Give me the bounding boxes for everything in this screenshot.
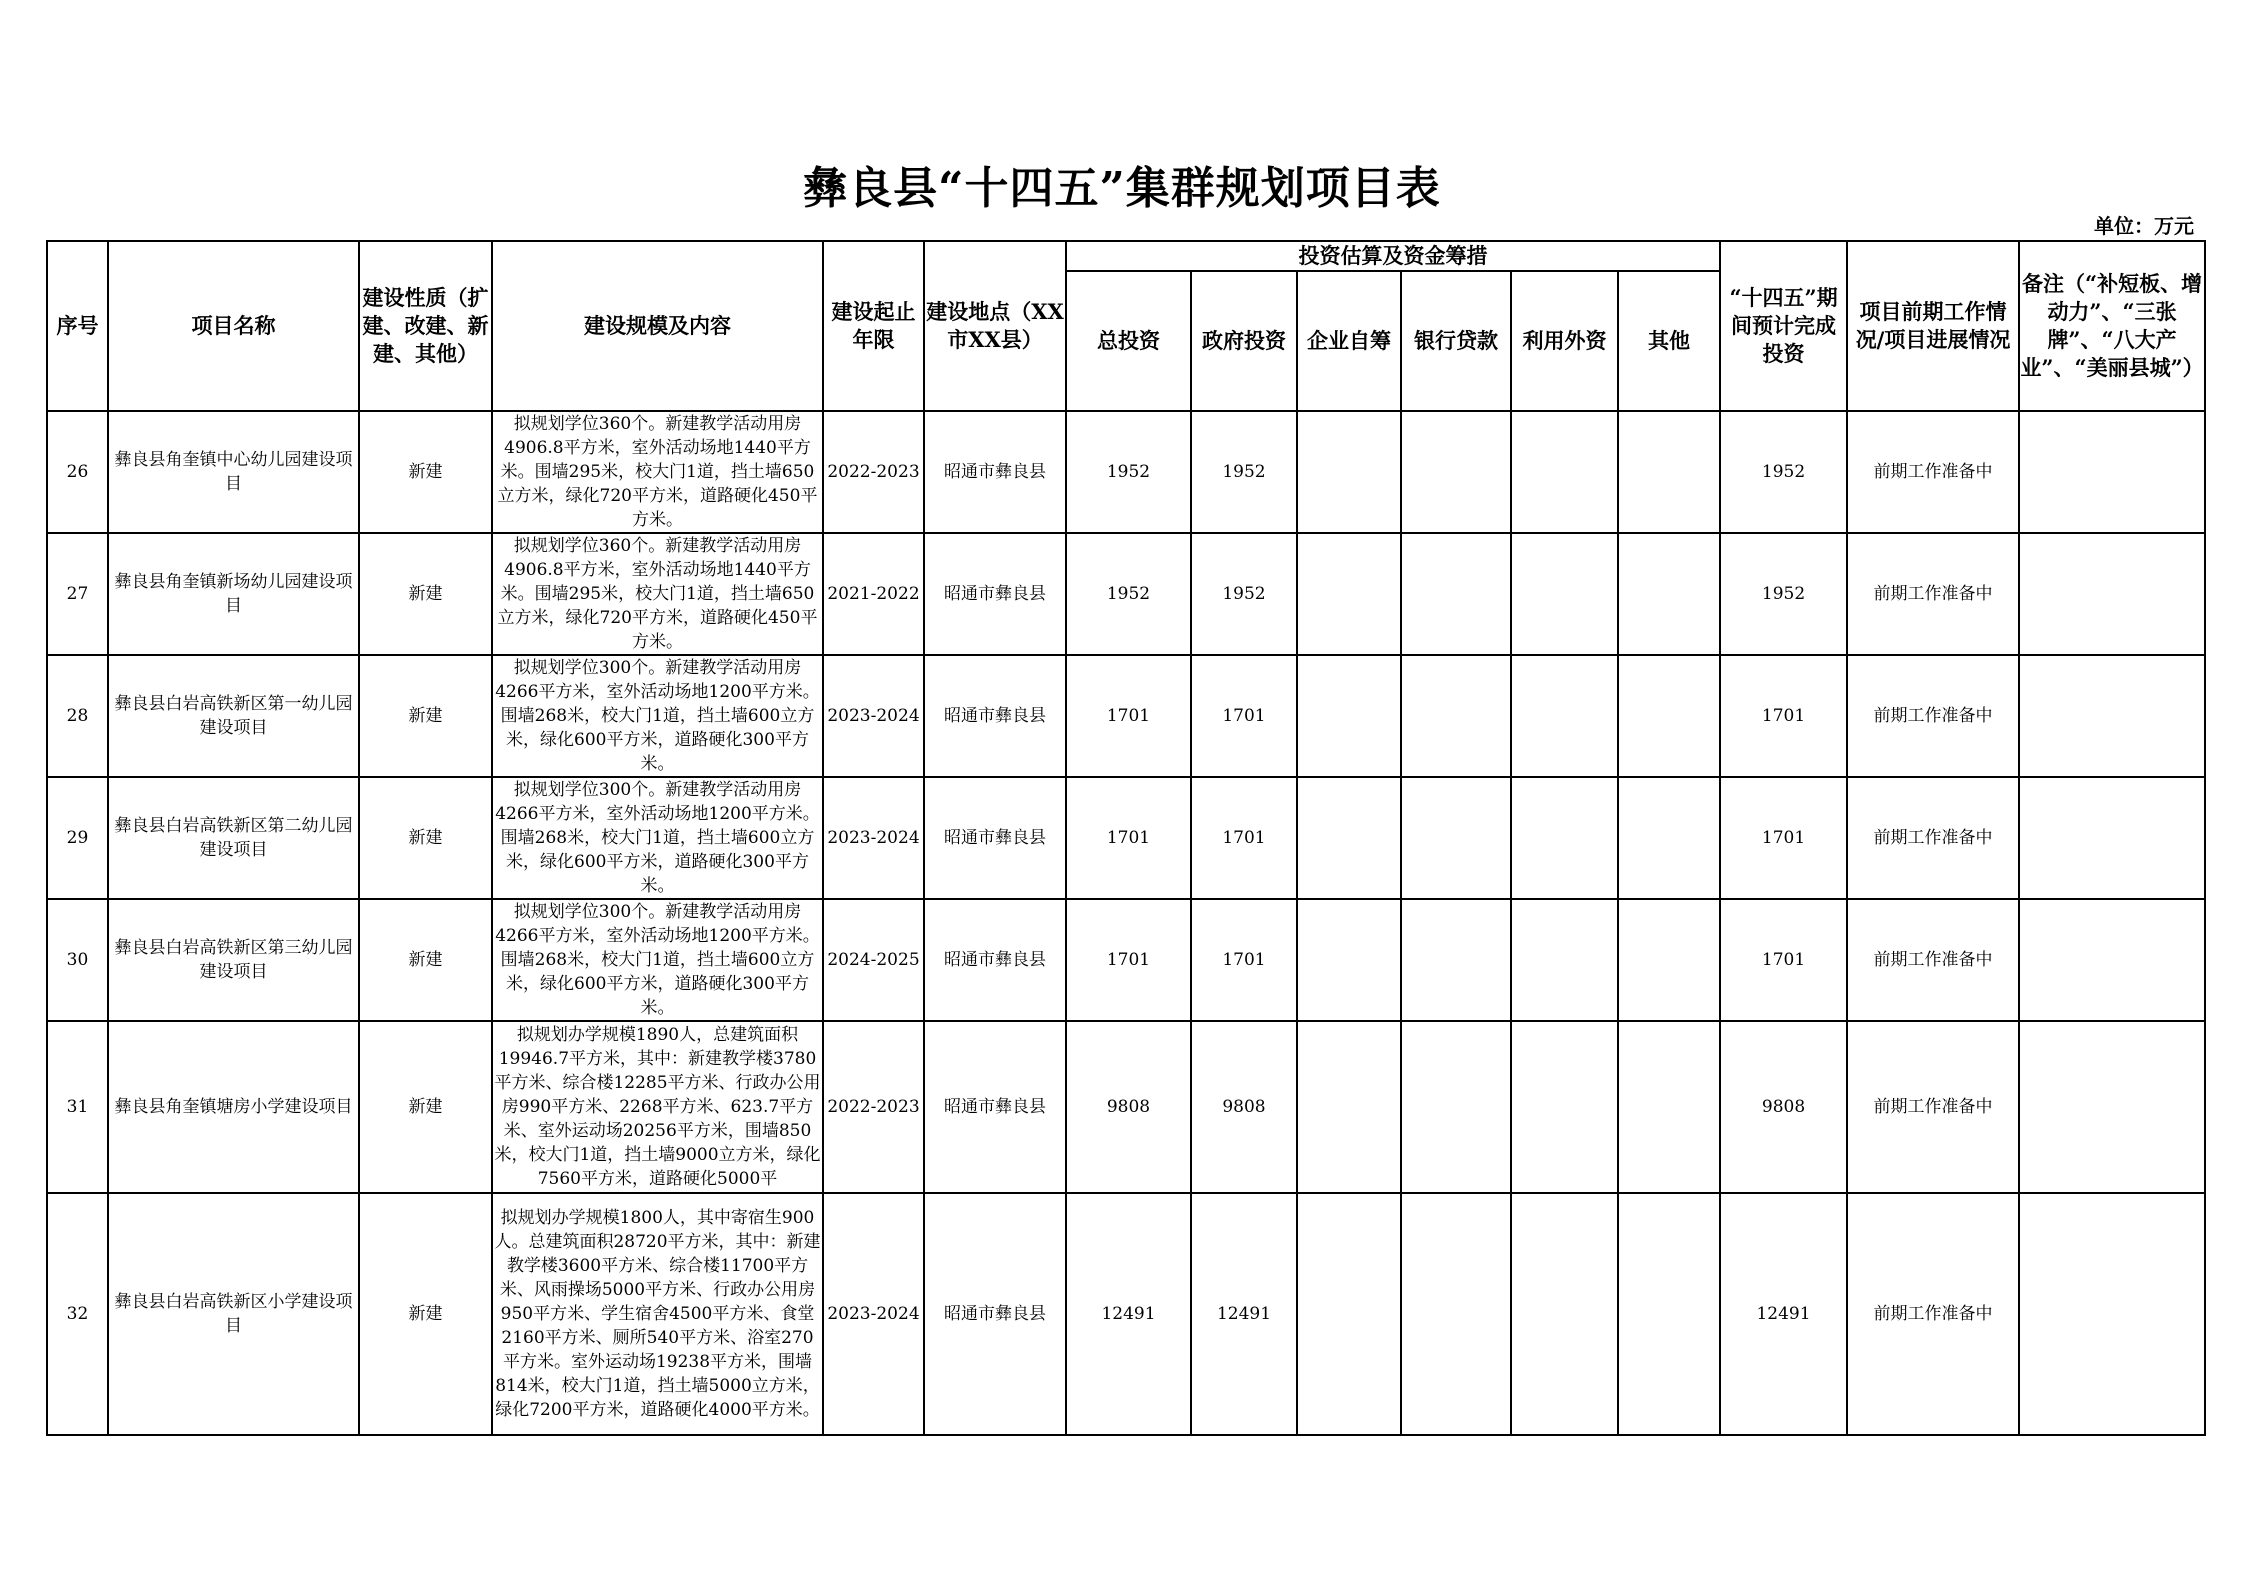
cell-location: 昭通市彝良县 <box>924 411 1066 533</box>
cell-period: 2021-2022 <box>823 533 924 655</box>
cell-planned: 9808 <box>1720 1021 1847 1193</box>
cell-period: 2023-2024 <box>823 777 924 899</box>
table-row <box>47 1193 2205 1435</box>
header-remarks: 备注（“补短板、增动力”、“三张牌”、“八大产业”、“美丽县城”） <box>2019 241 2205 411</box>
header-loan: 银行贷款 <box>1401 271 1511 411</box>
cell-planned: 12491 <box>1720 1193 1847 1435</box>
cell-total: 9808 <box>1066 1021 1191 1193</box>
cell-period: 2023-2024 <box>823 1193 924 1435</box>
header-seq: 序号 <box>47 241 108 411</box>
cell-other <box>1618 533 1720 655</box>
cell-name: 彝良县角奎镇中心幼儿园建设项目 <box>108 411 359 533</box>
cell-name: 彝良县白岩高铁新区第一幼儿园建设项目 <box>108 655 359 777</box>
header-planned: “十四五”期间预计完成投资 <box>1720 241 1847 411</box>
cell-self <box>1297 1193 1401 1435</box>
cell-total: 1701 <box>1066 899 1191 1021</box>
cell-location: 昭通市彝良县 <box>924 1021 1066 1193</box>
header-gov: 政府投资 <box>1191 271 1297 411</box>
cell-progress: 前期工作准备中 <box>1847 533 2019 655</box>
cell-foreign <box>1511 533 1618 655</box>
cell-scale: 拟规划办学规模1800人，其中寄宿生900人。总建筑面积28720平方米，其中：新建教学楼3600平方米、综合楼11700平方米、风雨操场5000平方米、行政办公用房950平方米、学生宿舍4500平方米、食堂2160平方米、厕所540平方米、浴室270平方米。室外运动场19238平方米，围墙814米，校大门1道，挡土墙5000立方米，绿化7200平方米，道路硬化4000平方米。 <box>492 1193 823 1435</box>
cell-other <box>1618 411 1720 533</box>
header-total: 总投资 <box>1066 271 1191 411</box>
cell-remarks <box>2019 411 2205 533</box>
cell-progress: 前期工作准备中 <box>1847 411 2019 533</box>
cell-gov: 9808 <box>1191 1021 1297 1193</box>
cell-loan <box>1401 533 1511 655</box>
cell-remarks <box>2019 777 2205 899</box>
project-table <box>46 240 2206 1436</box>
header-name: 项目名称 <box>108 241 359 411</box>
cell-seq: 29 <box>47 777 108 899</box>
cell-other <box>1618 777 1720 899</box>
cell-seq: 30 <box>47 899 108 1021</box>
cell-scale: 拟规划学位300个。新建教学活动用房4266平方米，室外活动场地1200平方米。围墙268米，校大门1道，挡土墙600立方米，绿化600平方米，道路硬化300平方米。 <box>492 655 823 777</box>
cell-gov: 1952 <box>1191 533 1297 655</box>
cell-remarks <box>2019 533 2205 655</box>
header-nature: 建设性质（扩建、改建、新建、其他） <box>359 241 492 411</box>
cell-name: 彝良县白岩高铁新区第二幼儿园建设项目 <box>108 777 359 899</box>
cell-remarks <box>2019 655 2205 777</box>
cell-self <box>1297 899 1401 1021</box>
table-row <box>47 777 2205 899</box>
header-self: 企业自筹 <box>1297 271 1401 411</box>
cell-total: 1701 <box>1066 777 1191 899</box>
cell-seq: 32 <box>47 1193 108 1435</box>
cell-seq: 27 <box>47 533 108 655</box>
cell-seq: 31 <box>47 1021 108 1193</box>
cell-total: 1952 <box>1066 533 1191 655</box>
cell-foreign <box>1511 899 1618 1021</box>
cell-period: 2022-2023 <box>823 411 924 533</box>
cell-progress: 前期工作准备中 <box>1847 777 2019 899</box>
cell-gov: 1701 <box>1191 655 1297 777</box>
cell-planned: 1952 <box>1720 533 1847 655</box>
cell-other <box>1618 1193 1720 1435</box>
cell-foreign <box>1511 777 1618 899</box>
cell-location: 昭通市彝良县 <box>924 899 1066 1021</box>
cell-loan <box>1401 655 1511 777</box>
page-title: 彝良县“十四五”集群规划项目表 <box>803 163 1441 214</box>
cell-planned: 1701 <box>1720 655 1847 777</box>
cell-location: 昭通市彝良县 <box>924 655 1066 777</box>
cell-progress: 前期工作准备中 <box>1847 1021 2019 1193</box>
cell-total: 1701 <box>1066 655 1191 777</box>
cell-nature: 新建 <box>359 655 492 777</box>
cell-other <box>1618 1021 1720 1193</box>
cell-gov: 1701 <box>1191 777 1297 899</box>
cell-self <box>1297 655 1401 777</box>
cell-period: 2024-2025 <box>823 899 924 1021</box>
cell-progress: 前期工作准备中 <box>1847 655 2019 777</box>
cell-nature: 新建 <box>359 899 492 1021</box>
cell-planned: 1952 <box>1720 411 1847 533</box>
cell-name: 彝良县白岩高铁新区小学建设项目 <box>108 1193 359 1435</box>
cell-total: 1952 <box>1066 411 1191 533</box>
cell-foreign <box>1511 1021 1618 1193</box>
header-scale: 建设规模及内容 <box>492 241 823 411</box>
header-progress: 项目前期工作情况/项目进展情况 <box>1847 241 2019 411</box>
header-other: 其他 <box>1618 271 1720 411</box>
table-row <box>47 655 2205 777</box>
cell-scale: 拟规划学位360个。新建教学活动用房4906.8平方米，室外活动场地1440平方米。围墙295米，校大门1道，挡土墙650立方米，绿化720平方米，道路硬化450平方米。 <box>492 411 823 533</box>
cell-self <box>1297 777 1401 899</box>
cell-name: 彝良县白岩高铁新区第三幼儿园建设项目 <box>108 899 359 1021</box>
cell-scale: 拟规划办学规模1890人，总建筑面积19946.7平方米，其中：新建教学楼3780平方米、综合楼12285平方米、行政办公用房990平方米、2268平方米、623.7平方米、室外运动场20256平方米，围墙850米，校大门1道，挡土墙9000立方米，绿化7560平方米，道路硬化5000平 <box>492 1021 823 1193</box>
unit-label: 单位：万元 <box>2094 214 2194 238</box>
cell-name: 彝良县角奎镇新场幼儿园建设项目 <box>108 533 359 655</box>
cell-self <box>1297 411 1401 533</box>
cell-location: 昭通市彝良县 <box>924 1193 1066 1435</box>
cell-scale: 拟规划学位300个。新建教学活动用房4266平方米，室外活动场地1200平方米。围墙268米，校大门1道，挡土墙600立方米，绿化600平方米，道路硬化300平方米。 <box>492 899 823 1021</box>
cell-scale: 拟规划学位300个。新建教学活动用房4266平方米，室外活动场地1200平方米。围墙268米，校大门1道，挡土墙600立方米，绿化600平方米，道路硬化300平方米。 <box>492 777 823 899</box>
cell-gov: 12491 <box>1191 1193 1297 1435</box>
header-foreign: 利用外资 <box>1511 271 1618 411</box>
cell-name: 彝良县角奎镇塘房小学建设项目 <box>108 1021 359 1193</box>
cell-loan <box>1401 899 1511 1021</box>
header-period: 建设起止年限 <box>823 241 924 411</box>
cell-nature: 新建 <box>359 533 492 655</box>
cell-location: 昭通市彝良县 <box>924 777 1066 899</box>
cell-nature: 新建 <box>359 777 492 899</box>
cell-self <box>1297 533 1401 655</box>
table-row <box>47 1021 2205 1193</box>
cell-foreign <box>1511 1193 1618 1435</box>
table-row <box>47 533 2205 655</box>
cell-period: 2022-2023 <box>823 1021 924 1193</box>
cell-loan <box>1401 1021 1511 1193</box>
cell-self <box>1297 1021 1401 1193</box>
header-investment-group: 投资估算及资金筹措 <box>1066 241 1720 271</box>
table-row <box>47 411 2205 533</box>
cell-other <box>1618 655 1720 777</box>
cell-total: 12491 <box>1066 1193 1191 1435</box>
cell-foreign <box>1511 655 1618 777</box>
cell-remarks <box>2019 899 2205 1021</box>
cell-foreign <box>1511 411 1618 533</box>
cell-scale: 拟规划学位360个。新建教学活动用房4906.8平方米，室外活动场地1440平方米。围墙295米，校大门1道，挡土墙650立方米，绿化720平方米，道路硬化450平方米。 <box>492 533 823 655</box>
cell-location: 昭通市彝良县 <box>924 533 1066 655</box>
header-location: 建设地点（XX市XX县） <box>924 241 1066 411</box>
table-row <box>47 899 2205 1021</box>
cell-progress: 前期工作准备中 <box>1847 899 2019 1021</box>
cell-loan <box>1401 1193 1511 1435</box>
cell-loan <box>1401 777 1511 899</box>
cell-other <box>1618 899 1720 1021</box>
cell-seq: 28 <box>47 655 108 777</box>
cell-remarks <box>2019 1193 2205 1435</box>
cell-planned: 1701 <box>1720 777 1847 899</box>
cell-loan <box>1401 411 1511 533</box>
cell-nature: 新建 <box>359 411 492 533</box>
cell-nature: 新建 <box>359 1021 492 1193</box>
cell-planned: 1701 <box>1720 899 1847 1021</box>
cell-gov: 1952 <box>1191 411 1297 533</box>
cell-seq: 26 <box>47 411 108 533</box>
cell-progress: 前期工作准备中 <box>1847 1193 2019 1435</box>
cell-period: 2023-2024 <box>823 655 924 777</box>
cell-nature: 新建 <box>359 1193 492 1435</box>
cell-gov: 1701 <box>1191 899 1297 1021</box>
cell-remarks <box>2019 1021 2205 1193</box>
